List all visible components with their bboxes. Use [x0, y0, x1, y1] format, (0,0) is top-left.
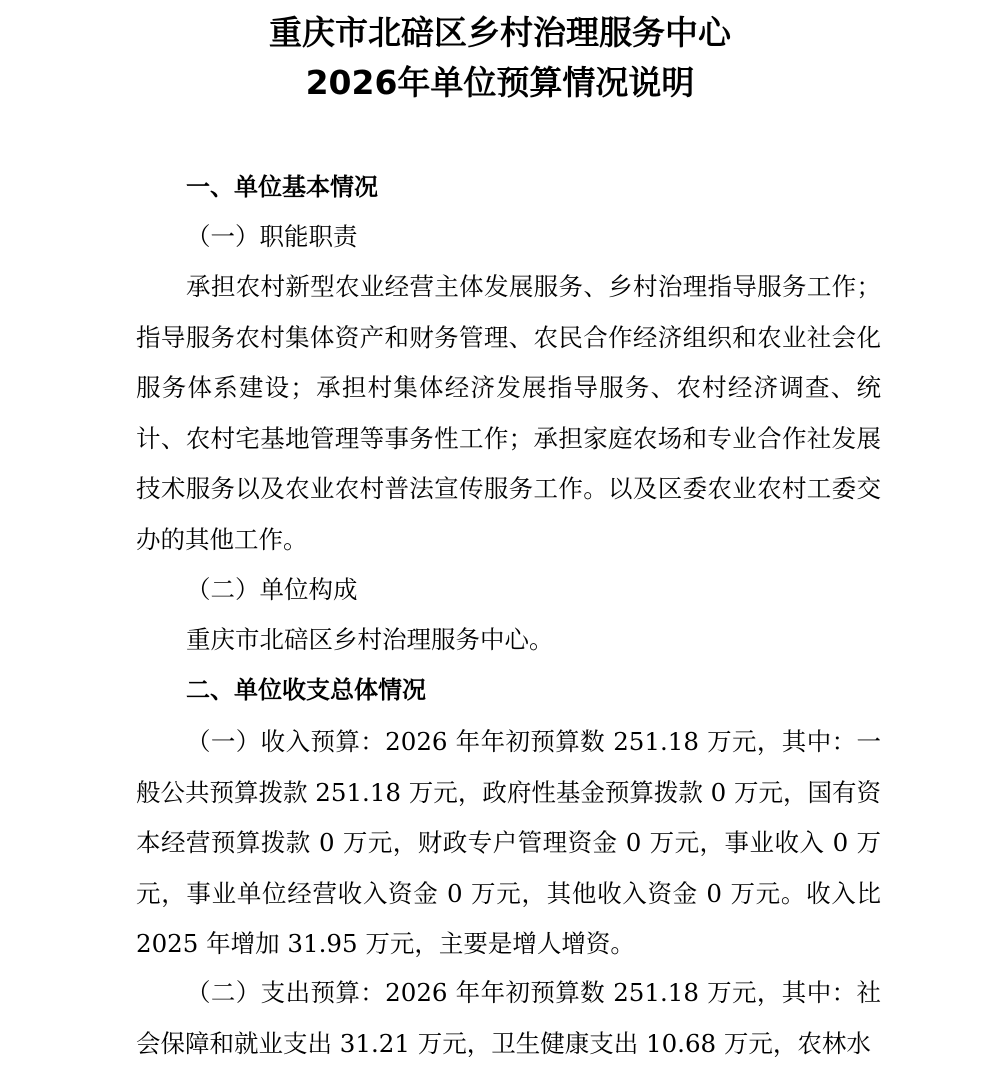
document-title-line2: 2026年单位预算情况说明 [305, 63, 695, 102]
subheading-functions: （一）职能职责 [186, 222, 358, 251]
section-heading-budget-overview: 二、单位收支总体情况 [186, 676, 426, 704]
document-title-line1: 重庆市北碚区乡村治理服务中心 [269, 13, 731, 52]
paragraph-expenditure-budget: （二）支出预算：2026 年年初预算数 251.18 万元，其中：社会保障和就业支出 31.21 万元，卫生健康支出 10.68 万元，农林水 [136, 978, 881, 1058]
section-heading-basic-info: 一、单位基本情况 [186, 173, 378, 201]
paragraph-income-budget: （一）收入预算：2026 年年初预算数 251.18 万元，其中：一般公共预算拨款 251.18 万元，政府性基金预算拨款 0 万元，国有资本经营预算拨款 0 万元，财政专户管理资金 0 万元，事业收入 0 万元，事业单位经营收入资金 0 万元，其他收入资金 0 万元。收入比 2025 年增加 31.95 万元，主要是增人增资。 [136, 727, 881, 958]
paragraph-functions: 承担农村新型农业经营主体发展服务、乡村治理指导服务工作；指导服务农村集体资产和财务管理、农民合作经济组织和农业社会化服务体系建设；承担村集体经济发展指导服务、农村经济调查、统计、农村宅基地管理等事务性工作；承担家庭农场和专业合作社发展技术服务以及农业农村普法宣传服务工作。以及区委农业农村工委交办的其他工作。 [136, 272, 881, 554]
paragraph-composition: 重庆市北碚区乡村治理服务中心。 [186, 625, 554, 654]
subheading-composition: （二）单位构成 [186, 575, 358, 604]
